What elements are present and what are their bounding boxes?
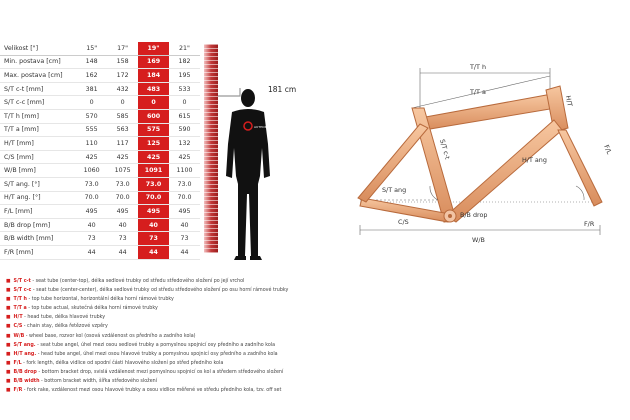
- row-value: 483: [138, 82, 169, 96]
- legend-bullet-icon: ■: [6, 288, 11, 294]
- row-value: 158: [107, 55, 138, 69]
- legend-description: - bottom bracket width, šířka středového složení: [39, 379, 158, 385]
- row-value: 172: [107, 69, 138, 83]
- geometry-table: [0, 42, 200, 260]
- height-ruler-ticks: [204, 44, 218, 253]
- row-value: 570: [76, 109, 107, 123]
- frame-tubes: [358, 86, 602, 222]
- legend-bullet-icon: ■: [6, 369, 11, 375]
- legend-key: H/T ang.: [13, 351, 37, 357]
- row-value: 73.0: [107, 177, 138, 191]
- row-value: 73: [107, 232, 138, 246]
- rider-head: [241, 89, 255, 107]
- row-value: 533: [169, 82, 200, 96]
- legend-key: W/B: [13, 333, 25, 339]
- row-value: 495: [138, 205, 169, 219]
- legend-description: - fork rake, vzdálenost mezi osou hlavové trubky a osou vidlice měřené ve středu předního kola, tzv. off set: [22, 388, 282, 394]
- legend-bullet-icon: ■: [6, 379, 11, 385]
- row-value: 70.0: [138, 191, 169, 205]
- row-value: 70.0: [107, 191, 138, 205]
- row-value: 125: [138, 137, 169, 151]
- legend-bullet-icon: ■: [6, 315, 11, 321]
- label-ht: H/T: [564, 94, 574, 108]
- row-value: 590: [169, 123, 200, 137]
- legend-item: [6, 359, 626, 368]
- abbreviation-legend: [6, 277, 626, 395]
- table-row: [0, 69, 200, 83]
- rider-shoes: [234, 256, 262, 260]
- label-wb: W/B: [472, 236, 485, 244]
- row-value: 70.0: [169, 191, 200, 205]
- legend-key: S/T ang.: [13, 342, 36, 348]
- rider-legs: [238, 184, 258, 256]
- row-value: 40: [138, 218, 169, 232]
- row-value: 148: [76, 55, 107, 69]
- row-label: B/B width [mm]: [0, 232, 76, 246]
- legend-item: [6, 377, 626, 386]
- row-value: 40: [107, 218, 138, 232]
- legend-description: - seat tube (center-center), délka sedlové trubky od středu středového složení po osu horní rámové trubky: [31, 288, 289, 294]
- row-value: 73.0: [138, 177, 169, 191]
- legend-bullet-icon: ■: [6, 324, 11, 330]
- legend-key: S/T c-t: [13, 279, 31, 284]
- row-value: 432: [107, 82, 138, 96]
- legend-key: C/S: [13, 324, 23, 330]
- legend-item: [6, 368, 626, 377]
- label-bb-drop: B/B drop: [460, 211, 488, 219]
- legend-item: [6, 350, 626, 359]
- row-label: B/B drop [mm]: [0, 218, 76, 232]
- table-row: [0, 82, 200, 96]
- legend-description: - wheel base, rozvor kol (osová vzdálenost os předního a zadního kola): [24, 333, 196, 339]
- jersey-brand: AUTHOR: [254, 125, 267, 129]
- legend-item: [6, 341, 626, 350]
- legend-key: F/R: [13, 388, 23, 394]
- table-row: [0, 123, 200, 137]
- row-value: 44: [169, 245, 200, 259]
- legend-item: [6, 313, 626, 322]
- down-tube: [446, 120, 562, 222]
- legend-key: H/T: [13, 315, 23, 321]
- row-value: 495: [76, 205, 107, 219]
- row-value: 0: [107, 96, 138, 110]
- legend-item: [6, 386, 626, 395]
- legend-key: B/B width: [13, 379, 40, 385]
- geometry-table-body: [0, 42, 200, 259]
- row-value: 40: [76, 218, 107, 232]
- label-tt-a: T/T a: [470, 88, 486, 96]
- size-header-cell: 21": [169, 42, 200, 55]
- row-value: 73.0: [169, 177, 200, 191]
- row-value: 381: [76, 82, 107, 96]
- table-row: [0, 55, 200, 69]
- row-label: H/T ang. [°]: [0, 191, 76, 205]
- table-row: [0, 218, 200, 232]
- size-header-cell: 19": [138, 42, 169, 55]
- legend-item: [6, 304, 626, 313]
- row-label: C/S [mm]: [0, 150, 76, 164]
- row-label: Max. postava [cm]: [0, 69, 76, 83]
- row-value: 44: [76, 245, 107, 259]
- label-st-ct: S/T c-t: [438, 138, 452, 161]
- row-value: 425: [107, 150, 138, 164]
- row-value: 44: [138, 245, 169, 259]
- legend-bullet-icon: ■: [6, 351, 11, 357]
- row-value: 0: [138, 96, 169, 110]
- row-value: 73: [138, 232, 169, 246]
- legend-item: [6, 332, 626, 341]
- legend-bullet-icon: ■: [6, 279, 11, 284]
- row-value: 585: [107, 109, 138, 123]
- row-value: 563: [107, 123, 138, 137]
- row-label: T/T h [mm]: [0, 109, 76, 123]
- table-row: [0, 137, 200, 151]
- bottom-bracket-axle: [448, 214, 452, 218]
- legend-description: - top tube actual, skutečná délka horní rámové trubky: [26, 306, 158, 312]
- row-value: 425: [76, 150, 107, 164]
- row-value: 1091: [138, 164, 169, 178]
- rider-torso: [226, 109, 270, 184]
- top-tube: [420, 94, 556, 130]
- size-header-cell: 17": [107, 42, 138, 55]
- frame-geometry-diagram: [340, 50, 630, 250]
- row-value: 495: [107, 205, 138, 219]
- row-label: F/L [mm]: [0, 205, 76, 219]
- row-value: 1100: [169, 164, 200, 178]
- row-value: 169: [138, 55, 169, 69]
- row-value: 575: [138, 123, 169, 137]
- row-value: 0: [169, 96, 200, 110]
- legend-item: [6, 295, 626, 304]
- label-cs: C/S: [398, 218, 409, 226]
- legend-description: - seat tube angel, úhel mezi osou sedlové trubky a pomyslnou spojnicí osy předního a zadního kola: [35, 342, 276, 348]
- row-label: S/T c-c [mm]: [0, 96, 76, 110]
- rider-silhouette: [218, 84, 278, 262]
- table-row: [0, 164, 200, 178]
- table-row: [0, 232, 200, 246]
- legend-key: T/T h: [13, 297, 27, 303]
- row-value: 70.0: [76, 191, 107, 205]
- fork: [558, 130, 602, 206]
- row-value: 117: [107, 137, 138, 151]
- legend-key: F/L: [13, 360, 22, 366]
- table-row: [0, 205, 200, 219]
- label-tt-h: T/T h: [470, 63, 487, 71]
- row-value: 184: [138, 69, 169, 83]
- legend-bullet-icon: ■: [6, 297, 11, 303]
- row-value: 1075: [107, 164, 138, 178]
- row-label: T/T a [mm]: [0, 123, 76, 137]
- row-label: W/B [mm]: [0, 164, 76, 178]
- legend-bullet-icon: ■: [6, 342, 11, 348]
- size-header-label: Velikost ["]: [0, 42, 76, 55]
- row-label: S/T ang. [°]: [0, 177, 76, 191]
- legend-description: - head tube, délka hlavové trubky: [22, 315, 106, 321]
- row-value: 600: [138, 109, 169, 123]
- row-label: S/T c-t [mm]: [0, 82, 76, 96]
- legend-item: [6, 277, 626, 286]
- row-value: 0: [76, 96, 107, 110]
- legend-description: - chain stay, délka řetězové vzpěry: [22, 324, 108, 330]
- legend-bullet-icon: ■: [6, 360, 11, 366]
- size-header-cell: 15": [76, 42, 107, 55]
- table-row: [0, 109, 200, 123]
- legend-description: - head tube angel, úhel mezi osou hlavové trubky a pomyslnou spojnicí osy předního a zadního kola: [36, 351, 278, 357]
- row-value: 615: [169, 109, 200, 123]
- legend-item: [6, 286, 626, 295]
- row-value: 1060: [76, 164, 107, 178]
- legend-item: [6, 322, 626, 331]
- row-value: 182: [169, 55, 200, 69]
- row-value: 40: [169, 218, 200, 232]
- table-header-row: [0, 42, 200, 55]
- legend-key: B/B drop: [13, 369, 37, 375]
- row-value: 132: [169, 137, 200, 151]
- label-ht-ang: H/T ang: [522, 156, 547, 164]
- legend-bullet-icon: ■: [6, 306, 11, 312]
- table-row: [0, 191, 200, 205]
- table-row: [0, 150, 200, 164]
- legend-key: S/T c-c: [13, 288, 32, 294]
- legend-bullet-icon: ■: [6, 333, 11, 339]
- row-label: F/R [mm]: [0, 245, 76, 259]
- table-row: [0, 177, 200, 191]
- rider-height-label: 181 cm: [268, 85, 297, 94]
- label-st-ang: S/T ang: [382, 186, 407, 194]
- row-value: 425: [169, 150, 200, 164]
- row-value: 555: [76, 123, 107, 137]
- legend-key: T/T a: [13, 306, 27, 312]
- row-label: Min. postava [cm]: [0, 55, 76, 69]
- label-fl: F/L: [602, 143, 614, 156]
- legend-description: - bottom bracket drop, svislá vzdálenost mezi pomyslnou spojnicí os kol a středem středového složení: [36, 369, 284, 375]
- row-value: 425: [138, 150, 169, 164]
- row-value: 73.0: [76, 177, 107, 191]
- row-label: H/T [mm]: [0, 137, 76, 151]
- height-pointer: [218, 88, 240, 96]
- legend-description: - top tube horizontal, horizontální délka horní rámové trubky: [26, 297, 174, 303]
- table-row: [0, 96, 200, 110]
- row-value: 195: [169, 69, 200, 83]
- label-fr: F/R: [584, 220, 595, 228]
- head-tube-angle-arc: [576, 186, 584, 200]
- row-value: 73: [76, 232, 107, 246]
- row-value: 495: [169, 205, 200, 219]
- table-row: [0, 245, 200, 259]
- row-value: 110: [76, 137, 107, 151]
- row-value: 73: [169, 232, 200, 246]
- legend-bullet-icon: ■: [6, 388, 11, 394]
- row-value: 162: [76, 69, 107, 83]
- row-value: 44: [107, 245, 138, 259]
- legend-description: - fork length, délka vidlice od spodní části hlavového složení po střed předního kola: [21, 360, 224, 366]
- legend-description: - seat tube (center-top), délka sedlové trubky od středu středového složení po její vrchol: [30, 279, 245, 284]
